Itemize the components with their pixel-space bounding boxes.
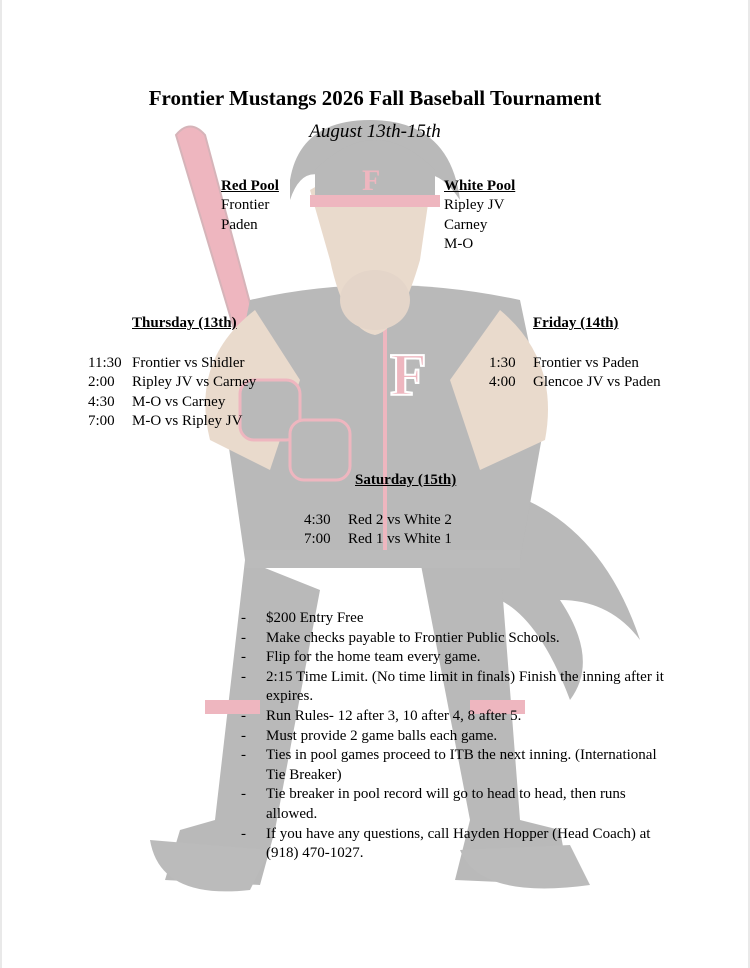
game-time: 4:30 <box>88 394 115 410</box>
game-matchup: Glencoe JV vs Paden <box>533 374 661 390</box>
dash-bullet: - <box>241 825 246 842</box>
rule-item <box>239 746 669 785</box>
game-matchup: Red 2 vs White 2 <box>348 512 452 528</box>
cap-logo-letter: F <box>362 164 381 197</box>
dash-bullet: - <box>241 610 246 626</box>
dash-bullet: - <box>241 649 246 666</box>
dash-bullet: - <box>241 668 246 685</box>
rule-item <box>239 825 669 864</box>
rule-text: Must provide 2 game balls each game. <box>266 727 498 744</box>
game-matchup: Frontier vs Paden <box>533 355 639 371</box>
dash-bullet: - <box>241 727 246 744</box>
game-time: 11:30 <box>88 355 122 371</box>
rule-item <box>239 785 669 824</box>
saturday-heading: Saturday (15th) <box>355 472 457 488</box>
game-matchup: Ripley JV vs Carney <box>132 374 257 390</box>
game-matchup: Frontier vs Shidler <box>132 355 245 371</box>
rule-item <box>239 648 669 668</box>
rule-text: $200 Entry Free <box>266 610 364 626</box>
friday-heading: Friday (14th) <box>533 315 619 331</box>
jersey-logo-letter: F <box>390 342 427 408</box>
game-time: 1:30 <box>489 355 516 371</box>
game-matchup: Red 1 vs White 1 <box>348 531 452 547</box>
rule-item <box>239 629 669 649</box>
tournament-rules-list <box>239 609 669 864</box>
pool-team: Frontier <box>221 197 270 213</box>
page-subtitle: August 13th-15th <box>309 121 441 142</box>
game-time: 7:00 <box>304 531 331 547</box>
dash-bullet: - <box>241 629 246 646</box>
dash-bullet: - <box>241 707 246 724</box>
rule-text: Tie breaker in pool record will go to head to head, then runs allowed. <box>266 786 626 822</box>
game-time: 2:00 <box>88 374 115 390</box>
rule-text: Run Rules- 12 after 3, 10 after 4, 8 after 5. <box>266 707 522 724</box>
game-matchup: M-O vs Carney <box>132 394 226 410</box>
rule-text: If you have any questions, call Hayden Hopper (Head Coach) at (918) 470-1027. <box>266 825 651 862</box>
rule-item <box>239 609 669 629</box>
thursday-heading: Thursday (13th) <box>132 315 237 331</box>
pool-team: Ripley JV <box>444 197 505 213</box>
rule-item <box>239 707 669 727</box>
rule-text: Ties in pool games proceed to ITB the next inning. (International Tie Breaker) <box>266 747 657 783</box>
pool-team: Paden <box>221 217 258 233</box>
game-matchup: M-O vs Ripley JV <box>132 413 243 429</box>
dash-bullet: - <box>241 786 246 803</box>
rule-text: 2:15 Time Limit. (No time limit in finals) Finish the inning after it expires. <box>266 668 664 705</box>
rule-text: Flip for the home team every game. <box>266 649 481 666</box>
rule-item <box>239 668 669 707</box>
dash-bullet: - <box>241 747 246 764</box>
white-pool-heading: White Pool <box>444 178 516 194</box>
game-time: 7:00 <box>88 413 115 429</box>
red-pool-heading: Red Pool <box>221 178 279 194</box>
rule-text: Make checks payable to Frontier Public Schools. <box>266 629 560 646</box>
pool-team: M-O <box>444 236 474 252</box>
rule-item <box>239 727 669 747</box>
game-time: 4:30 <box>304 512 331 528</box>
game-time: 4:00 <box>489 374 516 390</box>
pool-team: Carney <box>444 217 488 233</box>
page-title: Frontier Mustangs 2026 Fall Baseball Tournament <box>148 86 602 110</box>
